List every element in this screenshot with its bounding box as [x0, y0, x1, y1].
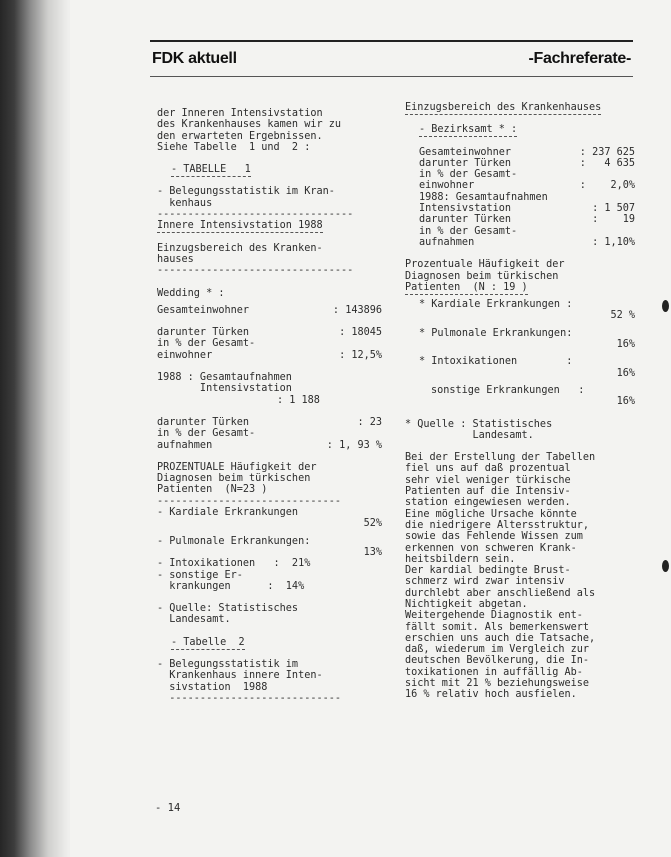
tuerken-row: darunter Türken : 23 [157, 416, 382, 428]
intox-line: - Intoxikationen : 21% [157, 558, 311, 570]
belegung2-line: Krankenhaus innere Inten- [157, 670, 323, 682]
header-left-title: FDK aktuell [152, 50, 237, 67]
r-paragraph [405, 452, 635, 701]
intro-line: den erwarteten Ergebnissen. [157, 130, 323, 142]
dashed-rule: ---------------------------- [157, 692, 342, 704]
header-right-title: -Fachreferate- [528, 50, 631, 67]
paragraph-line: Weitergehende Diagnostik ent- [405, 610, 583, 622]
darunter-row: in % der Gesamt- [157, 338, 256, 350]
right-column [405, 102, 635, 701]
belegung2-line: - Belegungsstatistik im [157, 658, 299, 670]
r-sonstige-value: 16% [616, 396, 635, 408]
paragraph-line: schmerz wird zwar intensiv [405, 576, 565, 588]
tuerken-row: in % der Gesamt- [157, 428, 256, 440]
page-number: - 14 [155, 802, 181, 814]
header-rule [150, 40, 633, 42]
einzug-title: Einzugsbereich des Krankenhauses [405, 102, 602, 113]
tabelle-2-heading: - Tabelle 2 [171, 636, 245, 648]
r-sonstige-line: sonstige Erkrankungen : [431, 384, 585, 396]
belegung-heading: kenhaus [157, 197, 213, 209]
paragraph-line: erkennen von schweren Krank- [405, 542, 577, 554]
r-pulmonale-value: 16% [616, 339, 635, 351]
sonstige-line: krankungen : 14% [157, 580, 305, 592]
dashed-rule: -------------------------------- [157, 209, 354, 221]
intro-line: der Inneren Intensivstation [157, 108, 323, 119]
station-heading: Innere Intensivstation 1988 [157, 220, 323, 232]
wedding-label: Wedding * : [157, 287, 225, 299]
paragraph-line: fällt somit. Als bemerkenswert [405, 621, 590, 633]
paragraph-line: station eingewiesen werden. [405, 497, 571, 509]
r-tuerk-row: darunter Türken : 19 [419, 214, 635, 226]
tuerken-row: aufnahmen : 1, 93 % [157, 439, 382, 451]
r-intox-value: 16% [616, 367, 635, 379]
paragraph-line: daß, wiederum im Vergleich zur [405, 644, 590, 656]
left-column [157, 108, 382, 704]
paragraph-line: Bei der Erstellung der Tabellen [405, 452, 596, 464]
header-rule-bottom [150, 76, 633, 77]
r-kardiale-value: 52 % [610, 310, 635, 322]
paragraph-line: deutschen Bevölkerung, die In- [405, 655, 590, 667]
paragraph-line: sicht mit 21 % beziehungsweise [405, 678, 590, 690]
tabelle-1-heading: - TABELLE 1 [171, 164, 251, 176]
paragraph-line: fiel uns auf daß prozentual [405, 463, 571, 475]
paragraph-line: sehr viel weniger türkische [405, 474, 571, 486]
r-tuerk-row: in % der Gesamt- [419, 225, 518, 237]
r-prozent-heading: Prozentuale Häufigkeit der [405, 259, 565, 271]
paragraph-line: Der kardial bedingte Brust- [405, 565, 571, 577]
aufnahmen-value: : 1 188 [277, 394, 320, 406]
r-gesamt-row: Gesamteinwohner : 237 625 [419, 146, 635, 158]
belegung2-line: sivstation 1988 [157, 681, 268, 693]
binding-shadow [0, 0, 70, 857]
r-prozent-heading: Patienten (N : 19 ) [405, 281, 528, 293]
paragraph-line: erschien uns auch die Tatsache, [405, 632, 596, 644]
prozent-heading: PROZENTUALE Häufigkeit der [157, 461, 317, 473]
quelle-line: - Quelle: Statistisches [157, 603, 299, 615]
binding-holes [661, 0, 671, 857]
sonstige-line: - sonstige Er- [157, 569, 243, 581]
paragraph-line: die niedrigere Altersstruktur, [405, 519, 590, 531]
r-aufn-line: 1988: Gesamtaufnahmen [419, 191, 548, 203]
intro-line: des Krankenhauses kamen wir zu [157, 119, 342, 131]
belegung-heading: - Belegungsstatistik im Kran- [157, 186, 335, 198]
einzugs-heading: hauses [157, 253, 194, 265]
dashed-rule: ------------------------------ [157, 495, 342, 507]
einzugs-heading: Einzugsbereich des Kranken- [157, 242, 323, 254]
r-kardiale-line: * Kardiale Erkrankungen : [419, 299, 573, 311]
quelle-line: Landesamt. [157, 614, 231, 626]
prozent-heading: Patienten (N=23 ) [157, 484, 268, 496]
aufnahmen-line: 1988 : Gesamtaufnahmen [157, 372, 292, 384]
paragraph-line: heitsbildern sein. [405, 553, 516, 565]
paragraph-line: 16 % relativ hoch ausfielen. [405, 689, 577, 701]
r-pulmonale-line: * Pulmonale Erkrankungen: [419, 327, 573, 339]
paragraph-line: durchlebt aber anschließend als [405, 587, 596, 599]
intro-line: Siehe Tabelle 1 und 2 : [157, 141, 311, 153]
kardiale-value: 52% [363, 518, 382, 530]
r-tuerk-row: aufnahmen : 1,10% [419, 236, 635, 248]
r-quelle-line: * Quelle : Statistisches [405, 418, 553, 430]
r-gesamt-row: in % der Gesamt- [419, 169, 518, 181]
r-gesamt-row: darunter Türken : 4 635 [419, 157, 635, 169]
r-gesamt-row: einwohner : 2,0% [419, 180, 635, 192]
pulmonale-line: - Pulmonale Erkrankungen: [157, 535, 311, 547]
paragraph-line: toxikationen in auffällig Ab- [405, 666, 583, 678]
aufnahmen-line: Intensivstation [157, 383, 292, 395]
dashed-rule: -------------------------------- [157, 265, 354, 277]
paragraph-line: Nichtigkeit abgetan. [405, 598, 528, 610]
kardiale-line: - Kardiale Erkrankungen [157, 507, 299, 519]
paragraph-line: sowie das Fehlende Wissen zum [405, 531, 583, 543]
gesamt-row: Gesamteinwohner : 143896 [157, 304, 382, 316]
prozent-heading: Diagnosen beim türkischen [157, 473, 311, 485]
r-quelle-line: Landesamt. [405, 429, 534, 441]
pulmonale-value: 13% [363, 546, 382, 558]
r-intox-line: * Intoxikationen : [419, 356, 573, 368]
r-aufn-row: Intensivstation : 1 507 [419, 203, 635, 215]
paragraph-line: Eine mögliche Ursache könnte [405, 508, 577, 520]
r-prozent-heading: Diagnosen beim türkischen [405, 270, 559, 282]
darunter-row: einwohner : 12,5% [157, 349, 382, 361]
darunter-row: darunter Türken : 18045 [157, 327, 382, 339]
paragraph-line: Patienten auf die Intensiv- [405, 486, 571, 498]
bezirk-heading: - Bezirksamt * : [419, 124, 518, 136]
